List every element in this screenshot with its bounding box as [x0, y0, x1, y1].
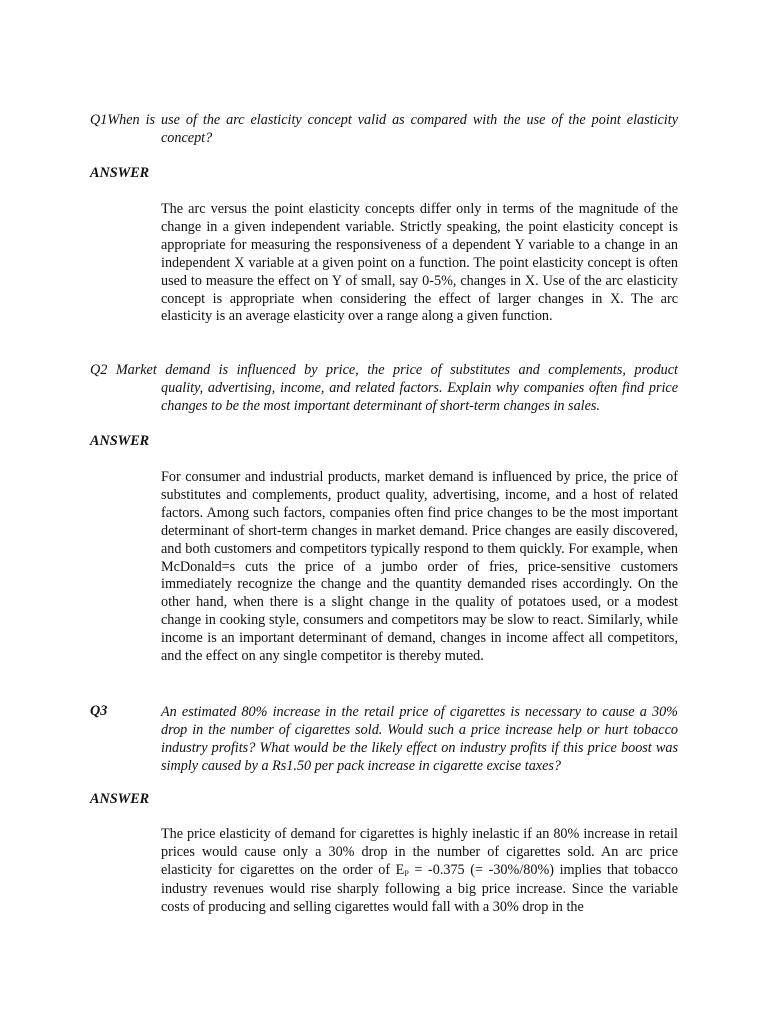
- price-subscript: P: [404, 868, 409, 878]
- answer-1-paragraph: The arc versus the point elasticity concepts differ only in terms of the magnitude of the change in a given independent variable. Strictly speaking, the point elasticity concept is appropriate for measuring the responsiveness of a dependent Y variable to a change in an independent X variable at a given point on a function. The point elasticity concept is often used to measure the effect on Y of small, say 0-5%, changes in X. Use of the arc elasticity concept is appropriate when considering the effect of larger changes in X. The arc elasticity is an average elasticity over a range along a given function.: [161, 201, 678, 325]
- question-1: [90, 111, 678, 147]
- answer-3-label: ANSWER: [90, 791, 150, 807]
- question-2: [90, 361, 678, 415]
- answer-2-label: ANSWER: [90, 433, 150, 449]
- answer-2-paragraph: For consumer and industrial products, market demand is influenced by price, the price of substitutes and complements, product quality, advertising, income, and a host of related factors. Among such factors, companies often find price changes to be the most important determinant of short-term changes in market demand. Price changes are easily discovered, and both customers and competitors typically respond to them quickly. For example, when McDonald=s cuts the price of a jumbo order of fries, price-sensitive customers immediately recognize the change and the quantity demanded rises accordingly. On the other hand, when there is a slight change in the quality of potatoes used, or a modest change in cooking style, consumers and competitors may be slow to react. Similarly, while income is an important determinant of demand, changes in income affect all competitors, and the effect on any single competitor is thereby muted.: [161, 469, 678, 665]
- question-1-first-line: Q1When is use of the arc elasticity concept valid as compared with the use of the point elasticity: [90, 112, 678, 128]
- question-1-continuation: concept?: [161, 130, 213, 146]
- answer-3-text-part-1: The price elasticity of demand for cigarettes is highly inelastic if an 80% increase in retail prices would cause only a 30% drop in the number of cigarettes sold. An arc price elasticity for cigarettes on the order of E: [161, 826, 678, 878]
- answer-1-label: ANSWER: [90, 165, 150, 181]
- question-3-text: An estimated 80% increase in the retail price of cigarettes is necessary to cause a 30% drop in the number of cigarettes sold. Would such a price increase help or hurt tobacco industry profits? What would be the likely effect on industry profits if this price boost was simply caused by a Rs1.50 per pack increase in cigarette excise taxes?: [161, 704, 678, 774]
- answer-3-paragraph: [161, 826, 678, 917]
- question-3-number: Q3: [90, 703, 108, 719]
- answer-3-text-part-2: = -0.375 (= -30%/80%) implies that tobacco industry revenues would rise sharply following a big price increase. Since the variable costs of producing and selling cigarettes would fall with a 30% drop in the: [161, 861, 678, 915]
- question-2-continuation: quality, advertising, income, and related factors. Explain why companies often find price changes to be the most important determinant of short-term changes in sales.: [161, 380, 678, 414]
- question-2-first-line: Q2 Market demand is influenced by price, the price of substitutes and complements, product: [90, 362, 678, 378]
